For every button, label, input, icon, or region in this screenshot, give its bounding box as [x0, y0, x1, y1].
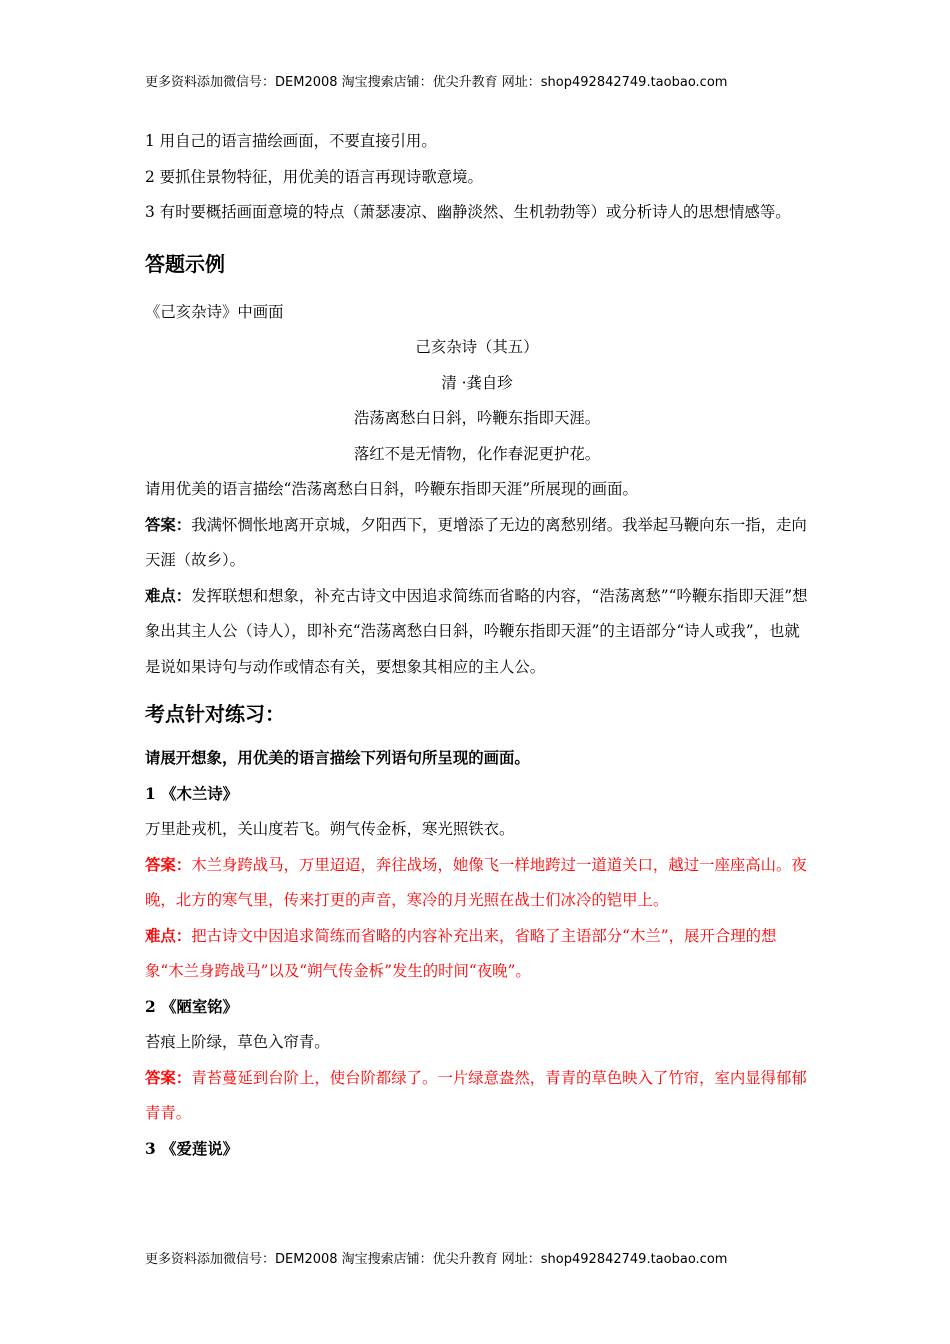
answer-label: 答案：: [145, 855, 192, 874]
page-header: 更多资料添加微信号：DEM2008 淘宝搜索店铺：优尖升教育 网址：shop492842749.taobao.com: [145, 75, 728, 90]
answer-text: 木兰身跨战马，万里迢迢，奔往战场，她像飞一样地跨过一道道关口，越过一座座高山。夜晚，北方的寒气里，传来打更的声音，寒冷的月光照在战士们冰冷的铠甲上。: [145, 855, 807, 909]
example-intro: 《己亥杂诗》中画面: [145, 302, 284, 321]
difficulty-label: 难点：: [145, 926, 192, 945]
answer-label: 答案：: [145, 1068, 192, 1087]
poem-line-1: 浩荡离愁白日斜，吟鞭东指即天涯。: [353, 409, 601, 427]
difficulty-text: 把古诗文中因追求简练而省略的内容补充出来，省略了主语部分“木兰”，展开合理的想象“木兰身跨战马”以及“朔气传金柝”发生的时间“夜晚”。: [145, 926, 777, 980]
tip-2: 2 要抓住景物特征，用优美的语言再现诗歌意境。: [145, 167, 483, 186]
page-footer: 更多资料添加微信号：DEM2008 淘宝搜索店铺：优尖升教育 网址：shop492842749.taobao.com: [145, 1252, 728, 1267]
practice-item-title: 3 《爱莲说》: [145, 1139, 239, 1158]
example-answer: [145, 508, 809, 579]
example-question: 请用优美的语言描绘“浩荡离愁白日斜，吟鞭东指即天涯”所展现的画面。: [145, 480, 638, 498]
answer-label: 答案：: [145, 515, 192, 534]
document-body: [145, 124, 809, 1167]
practice-item-title: 2 《陋室铭》: [145, 997, 239, 1016]
poem-line-2: 落红不是无情物，化作春泥更护花。: [353, 444, 601, 463]
difficulty-text: 发挥联想和想象，补充古诗文中因追求简练而省略的内容，“浩荡离愁”“吟鞭东指即天涯”想象出其主人公（诗人），即补充“浩荡离愁白日斜，吟鞭东指即天涯”的主语部分“诗人或我”，也就是说如果诗句与动作或情态有关，要想象其相应的主人公。: [145, 586, 808, 676]
difficulty-label: 难点：: [145, 586, 192, 605]
example-difficulty: [145, 579, 809, 686]
practice-item-title: 1 《木兰诗》: [145, 784, 239, 803]
poem-author: 清 ·龚自珍: [441, 373, 513, 392]
poem-title: 己亥杂诗（其五）: [415, 338, 539, 356]
practice-heading: 考点针对练习：: [145, 702, 285, 726]
tip-3: 3 有时要概括画面意境的特点（萧瑟凄凉、幽静淡然、生机勃勃等）或分析诗人的思想情感等。: [145, 203, 791, 221]
practice-item-difficulty: [145, 919, 809, 990]
practice-instruction: 请展开想象，用优美的语言描绘下列语句所呈现的画面。: [145, 749, 530, 767]
tip-1: 1 用自己的语言描绘画面，不要直接引用。: [145, 132, 437, 150]
answer-text: 青苔蔓延到台阶上，使台阶都绿了。一片绿意盎然，青青的草色映入了竹帘，室内显得郁郁青青。: [145, 1068, 807, 1122]
practice-item-line: 万里赴戎机，关山度若飞。朔气传金柝，寒光照铁衣。: [145, 820, 515, 838]
practice-item-answer: [145, 1061, 809, 1132]
answer-text: 我满怀惆怅地离开京城，夕阳西下，更增添了无边的离愁别绪。我举起马鞭向东一指，走向天涯（故乡）。: [145, 515, 807, 569]
practice-item-line: 苔痕上阶绿，草色入帘青。: [145, 1033, 330, 1051]
example-heading: 答题示例: [145, 251, 225, 276]
practice-item-answer: [145, 848, 809, 919]
